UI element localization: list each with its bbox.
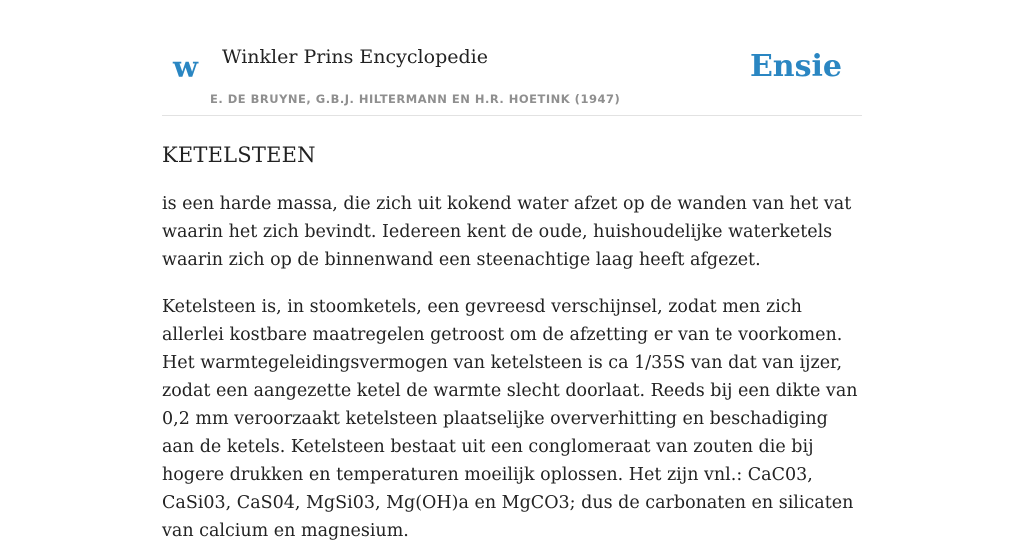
publication-header [162,40,862,116]
article-paragraph-2: Ketelsteen is, in stoomketels, een gevreesd verschijnsel, zodat men zich allerlei kostbare maatregelen getroost om de afzetting er van te voorkomen. Het warmtegeleidingsvermogen van ketelsteen is ca 1/35S van dat van ijzer, zodat een aangezette ketel de warmte slecht doorlaat. Reeds bij een dikte van 0,2 mm veroorzaakt ketelsteen plaatselijke oververhitting en beschadiging aan de ketels. Ketelsteen bestaat uit een conglomeraat van zouten die bij hogere drukken en temperaturen moeilijk oplossen. Het zijn vnl.: CaC03, CaSi03, CaS04, MgSi03, Mg(OH)a en MgCO3; dus de carbonaten en silicaten van calcium en magnesium. [162,297,858,541]
publication-logo-w[interactable]: w [173,50,198,84]
ensie-logo[interactable]: Ensie [749,49,842,84]
article [162,140,862,545]
publication-authors: E. DE BRUYNE, G.B.J. HILTERMANN EN H.R. HOETINK (1947) [210,92,621,106]
article-paragraph-1: is een harde massa, die zich uit kokend water afzet op de wanden van het vat waarin het zich bevindt. Iedereen kent de oude, huishoudelijke waterketels waarin zich op de binnenwand een steenachtige laag heeft afgezet. [162,194,852,270]
article-title: KETELSTEEN [162,143,316,167]
publication-title: Winkler Prins Encyclopedie [222,46,488,68]
